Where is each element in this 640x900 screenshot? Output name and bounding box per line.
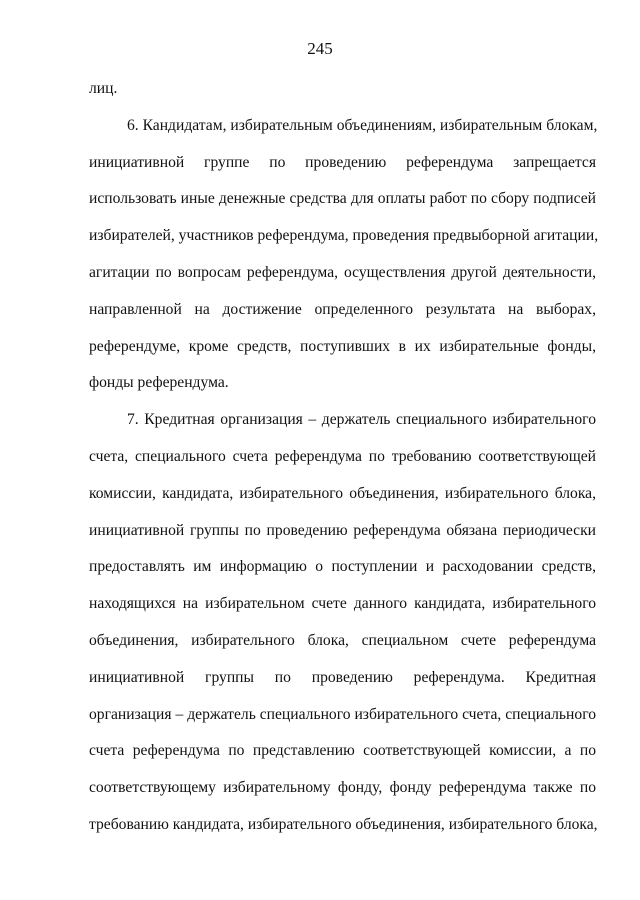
page-number: 245	[307, 39, 333, 58]
text-line: требованию кандидата, избирательного объединения, избирательного блока,	[89, 815, 598, 833]
text-line: референдуме, кроме средств, поступивших в их избирательные фонды,	[89, 337, 596, 355]
text-line: соответствующему избирательному фонду, фонду референдума также по	[89, 779, 596, 797]
text-line: использовать иные денежные средства для оплаты работ по сбору подписей	[89, 190, 596, 208]
text-line: счета референдума по представлению соответствующей комиссии, а по	[89, 742, 596, 760]
text-line: избирателей, участников референдума, проведения предвыборной агитации,	[89, 227, 599, 245]
text-line: фонды референдума.	[89, 374, 229, 392]
text-line: агитации по вопросам референдума, осуществления другой деятельности,	[89, 263, 596, 281]
text-line: счета, специального счета референдума по требованию соответствующей	[89, 447, 596, 465]
document-body	[89, 74, 599, 847]
text-line: инициативной группы по проведению референдума. Кредитная	[89, 668, 596, 686]
text-line: лиц.	[89, 80, 118, 97]
text-line: организация – держатель специального избирательного счета, специального	[89, 705, 596, 723]
text-line: объединения, избирательного блока, специальном счете референдума	[89, 631, 596, 649]
text-line: находящихся на избирательном счете данного кандидата, избирательного	[89, 595, 596, 613]
text-line: направленной на достижение определенного результата на выборах,	[89, 300, 596, 318]
text-line: инициативной группы по проведению референдума обязана периодически	[89, 521, 596, 539]
text-line: предоставлять им информацию о поступлении и расходовании средств,	[89, 558, 596, 576]
text-line: 6. Кандидатам, избирательным объединениям, избирательным блокам,	[127, 116, 598, 134]
text-line: 7. Кредитная организация – держатель специального избирательного	[127, 411, 596, 429]
text-line: инициативной группе по проведению референдума запрещается	[89, 153, 596, 171]
text-line: комиссии, кандидата, избирательного объединения, избирательного блока,	[89, 484, 596, 502]
